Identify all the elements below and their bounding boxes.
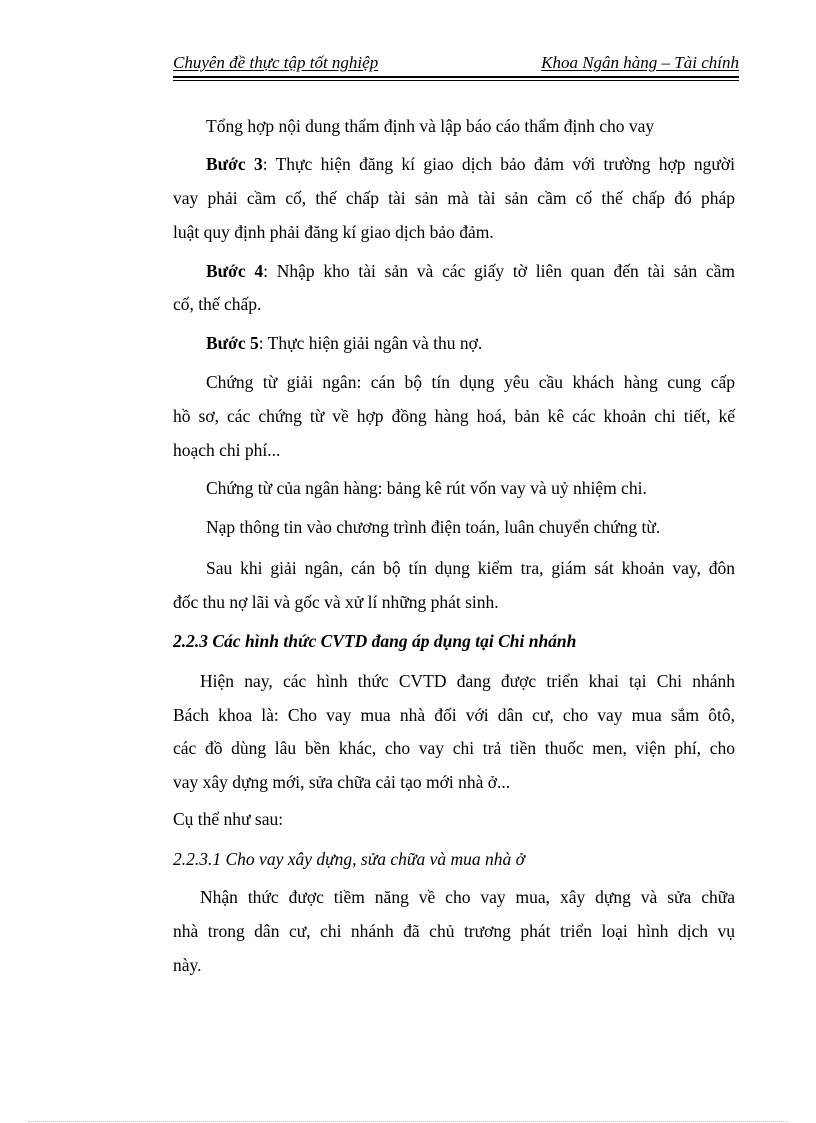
section-heading-2-2-3-1: 2.2.3.1 Cho vay xây dựng, sửa chữa và mua nhà ở xyxy=(173,849,525,869)
header-rule-thin xyxy=(173,80,739,81)
header-rule-thick xyxy=(173,76,739,78)
text-line: đốc thu nợ lãi và gốc và xử lí những phát sinh. xyxy=(173,592,499,612)
text-line: Cụ thể như sau: xyxy=(173,809,284,829)
text-line: Nhận thức được tiềm năng về cho vay mua, xây dựng và sửa chữa xyxy=(200,887,735,907)
text-line: luật quy định phải đăng kí giao dịch bảo đảm. xyxy=(173,222,494,242)
page-header xyxy=(173,52,739,74)
text-line: Chứng từ giải ngân: cán bộ tín dụng yêu cầu khách hàng cung cấp xyxy=(206,372,735,392)
text-line: Bách khoa là: Cho vay mua nhà đối với dân cư, cho vay mua sắm ôtô, xyxy=(173,705,735,725)
text-line: vay xây dựng mới, sửa chữa cải tạo mới nhà ở... xyxy=(173,772,511,792)
text-line: Bước 4: Nhập kho tài sản và các giấy tờ liên quan đến tài sản cầm xyxy=(206,261,735,281)
text-line: Hiện nay, các hình thức CVTD đang được triển khai tại Chi nhánh xyxy=(200,671,735,691)
text-line: Bước 3: Thực hiện đăng kí giao dịch bảo đảm với trường hợp người xyxy=(206,154,735,174)
text-line: hoạch chi phí... xyxy=(173,440,281,460)
text-line: cố, thế chấp. xyxy=(173,294,262,314)
step-label: Bước 3 xyxy=(206,154,263,174)
text-line: này. xyxy=(173,955,202,975)
section-heading-2-2-3: 2.2.3 Các hình thức CVTD đang áp dụng tại Chi nhánh xyxy=(173,631,577,651)
header-right-department: Khoa Ngân hàng – Tài chính xyxy=(541,53,739,72)
text-line: Chứng từ của ngân hàng: bảng kê rút vốn vay và uỷ nhiệm chi. xyxy=(206,478,647,498)
text-line: nhà trong dân cư, chi nhánh đã chủ trương phát triển loại hình dịch vụ xyxy=(173,921,735,941)
step-label: Bước 4 xyxy=(206,261,264,281)
step-label: Bước 5 xyxy=(206,333,259,353)
text-line: Bước 5: Thực hiện giải ngân và thu nợ. xyxy=(206,333,483,353)
text-line: các đồ dùng lâu bền khác, cho vay chi trả tiền thuốc men, viện phí, cho xyxy=(173,738,735,758)
text-line: Tổng hợp nội dung thẩm định và lập báo cáo thẩm định cho vay xyxy=(206,116,655,136)
page-bottom-border xyxy=(28,1121,788,1122)
text-line: hồ sơ, các chứng từ về hợp đồng hàng hoá, bản kê các khoản chi tiết, kế xyxy=(173,406,735,426)
header-left-title: Chuyên đề thực tập tốt nghiệp xyxy=(173,53,379,72)
text-line: Sau khi giải ngân, cán bộ tín dụng kiểm tra, giám sát khoản vay, đôn xyxy=(206,558,735,578)
text-line: Nạp thông tin vào chương trình điện toán, luân chuyển chứng từ. xyxy=(206,517,661,537)
text-line: vay phải cầm cố, thế chấp tài sản mà tài sản cầm cố thế chấp đó pháp xyxy=(173,188,735,208)
